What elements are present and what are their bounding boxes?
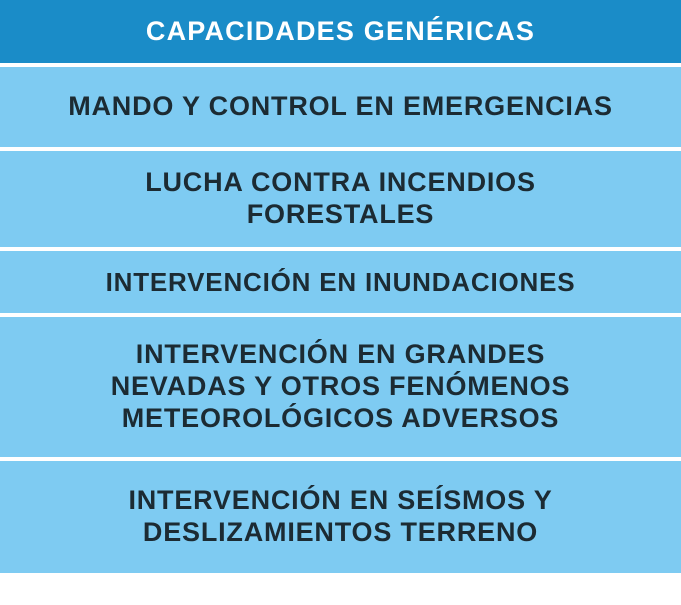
table-row — [0, 151, 681, 247]
table-row — [0, 251, 681, 313]
row-line: INTERVENCIÓN EN INUNDACIONES — [105, 266, 576, 297]
table-row — [0, 317, 681, 457]
row-line: NEVADAS Y OTROS FENÓMENOS — [110, 371, 571, 402]
row-text — [68, 91, 613, 123]
row-line: METEOROLÓGICOS ADVERSOS — [121, 402, 560, 433]
row-line: DESLIZAMIENTOS TERRENO — [142, 517, 539, 547]
row-line: INTERVENCIÓN EN SEÍSMOS Y — [128, 485, 553, 516]
row-text — [106, 267, 576, 298]
table-header — [0, 0, 681, 63]
table-row — [0, 67, 681, 147]
row-line: MANDO Y CONTROL EN EMERGENCIAS — [68, 91, 613, 122]
table-header-label: CAPACIDADES GENÉRICAS — [145, 16, 536, 46]
row-text — [111, 339, 571, 435]
row-text — [128, 485, 552, 549]
row-line: INTERVENCIÓN EN GRANDES — [135, 339, 546, 370]
row-text — [145, 167, 536, 231]
table-row — [0, 461, 681, 573]
row-line: FORESTALES — [246, 199, 435, 229]
row-line: LUCHA CONTRA INCENDIOS — [145, 167, 536, 198]
